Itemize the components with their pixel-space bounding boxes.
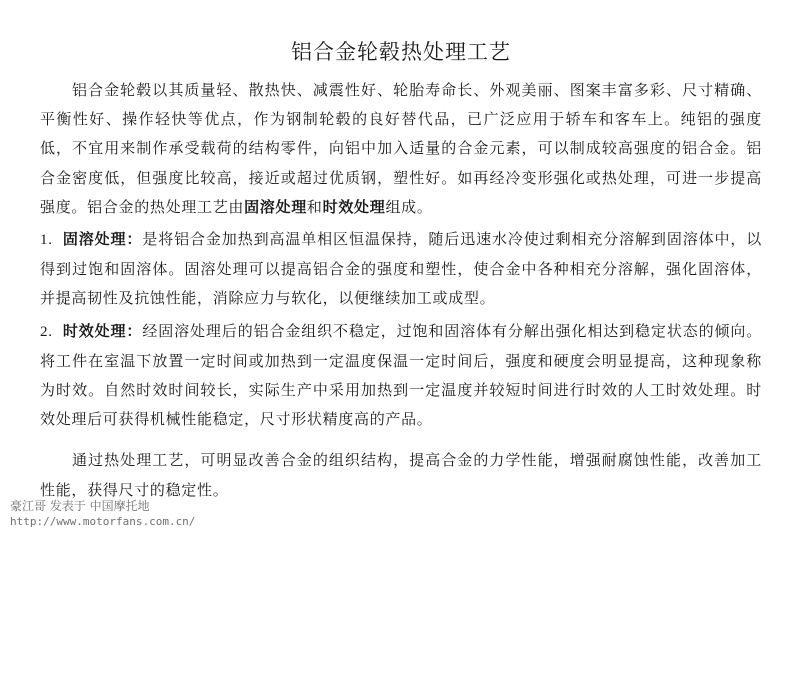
item-text: 是将铝合金加热到高温单相区恒温保持，随后迅速水冷使过剩相充分溶解到固溶体中，以得到过饱和固溶体。固溶处理可以提高铝合金的强度和塑性，使合金中各种相充分溶解，强化固溶体，并提高韧性及抗蚀性能，消除应力与软化，以便继续加工或成型。	[40, 230, 762, 308]
intro-term-aging: 时效处理	[322, 197, 386, 216]
watermark-line-2: http://www.motorfans.com.cn/	[10, 515, 196, 528]
intro-and: 和	[306, 197, 323, 216]
intro-paragraph	[40, 76, 762, 222]
item-number: 2.	[40, 323, 53, 340]
watermark-line-1: 豪江哥 发表于 中国摩托地	[10, 499, 150, 513]
intro-end: 组成。	[385, 197, 433, 216]
document	[40, 38, 762, 505]
item-text: 经固溶处理后的铝合金组织不稳定，过饱和固溶体有分解出强化相达到稳定状态的倾向。将工件在室温下放置一定时间或加热到一定温度保温一定时间后，强度和硬度会明显提高，这种现象称为时效。自然时效时间较长，实际生产中采用加热到一定温度并较短时间进行时效的人工时效处理。时效处理后可获得机械性能稳定，尺寸形状精度高的产品。	[40, 321, 762, 429]
item-number: 1.	[40, 232, 53, 249]
item-term: 时效处理：	[62, 321, 143, 340]
list-item-aging-treatment	[40, 317, 762, 435]
item-term: 固溶处理：	[62, 230, 143, 249]
intro-text: 铝合金轮毂以其质量轻、散热快、减震性好、轮胎寿命长、外观美丽、图案丰富多彩、尺寸精确、平衡性好、操作轻快等优点，作为钢制轮毂的良好替代品，已广泛应用于轿车和客车上。纯铝的强度低，不宜用来制作承受载荷的结构零件，向铝中加入适量的合金元素，可以制成较高强度的铝合金。铝合金密度低，但强度比较高，接近或超过优质钢，塑性好。如再经冷变形强化或热处理，可进一步提高强度。铝合金的热处理工艺由	[40, 81, 762, 216]
conclusion-paragraph: 通过热处理工艺，可明显改善合金的组织结构，提高合金的力学性能，增强耐腐蚀性能，改善加工性能，获得尺寸的稳定性。	[40, 451, 762, 499]
intro-term-solution: 固溶处理	[244, 197, 307, 216]
document-title: 铝合金轮毂热处理工艺	[291, 40, 511, 64]
list-item-solution-treatment	[40, 225, 762, 314]
